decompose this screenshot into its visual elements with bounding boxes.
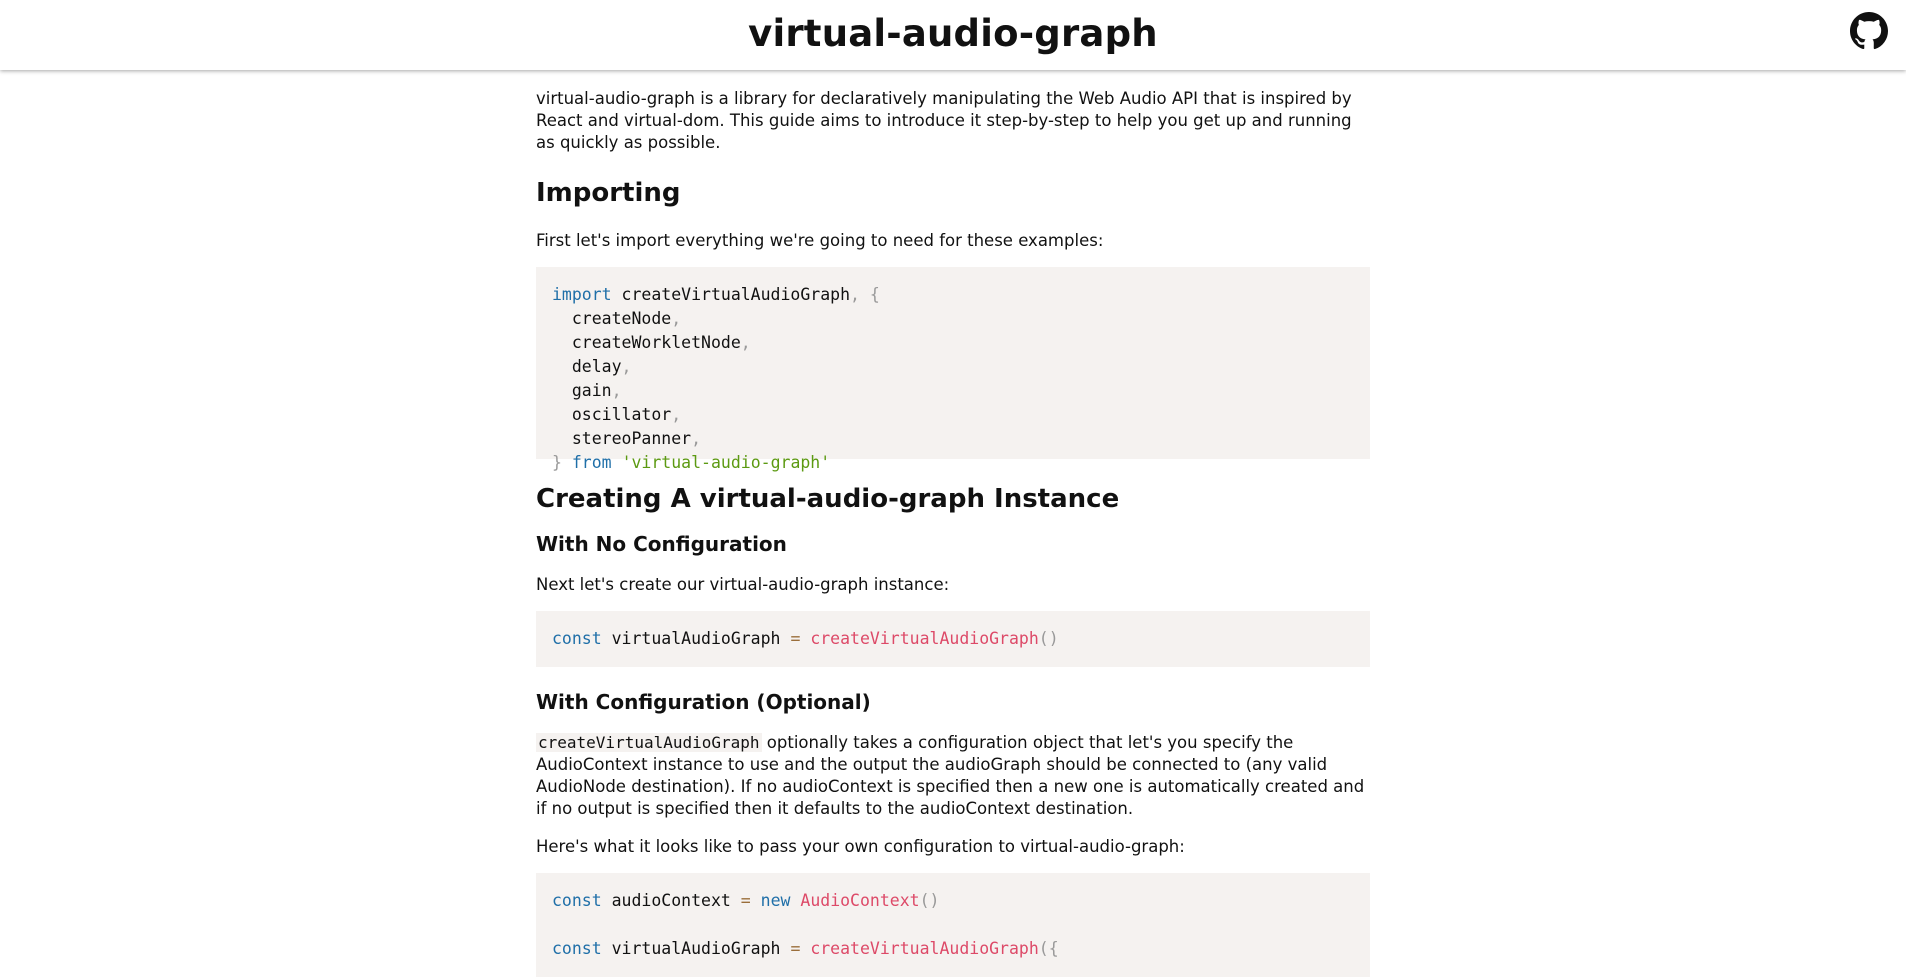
no-config-paragraph: Next let's create our virtual-audio-graph instance: — [536, 575, 950, 594]
config-example-paragraph: Here's what it looks like to pass your own configuration to virtual-audio-graph: — [536, 837, 1185, 856]
heading-creating-instance: Creating A virtual-audio-graph Instance — [536, 484, 1120, 514]
site-title: virtual-audio-graph — [748, 12, 1158, 55]
code-block-create-instance[interactable]: const virtualAudioGraph = createVirtualAudioGraph() — [536, 611, 1370, 667]
top-bar — [0, 0, 1906, 70]
intro-paragraph: virtual-audio-graph is a library for declaratively manipulating the Web Audio API that is inspired by React and virtual-dom. This guide aims to introduce it step-by-step to help you get up and running as quickly as possible. — [536, 89, 1352, 152]
heading-no-configuration: With No Configuration — [536, 532, 787, 556]
code-block-import[interactable]: import createVirtualAudioGraph, { createNode, createWorkletNode, delay, gain, oscillator, stereoPanner, } from 'virtual-audio-graph' — [536, 267, 1370, 459]
with-config-text: optionally takes a configuration object that let's you specify the AudioContext instance to use and the output the audioGraph should be connected to (any valid AudioNode destination). If no audioContext is specified then a new one is automatically created and if no output is specified then it defaults to the audioContext destination. — [536, 733, 1365, 818]
github-link[interactable] — [1850, 12, 1888, 50]
code-block-config[interactable]: const audioContext = new AudioContext() const virtualAudioGraph = createVirtualAudioGraph({ — [536, 873, 1370, 977]
main-content — [536, 86, 1370, 977]
heading-importing: Importing — [536, 178, 681, 208]
github-icon — [1850, 12, 1888, 50]
inline-code-createVirtualAudioGraph: createVirtualAudioGraph — [538, 733, 760, 752]
with-config-paragraph — [536, 732, 1370, 820]
heading-with-configuration: With Configuration (Optional) — [536, 690, 871, 714]
importing-paragraph: First let's import everything we're going to need for these examples: — [536, 231, 1104, 250]
